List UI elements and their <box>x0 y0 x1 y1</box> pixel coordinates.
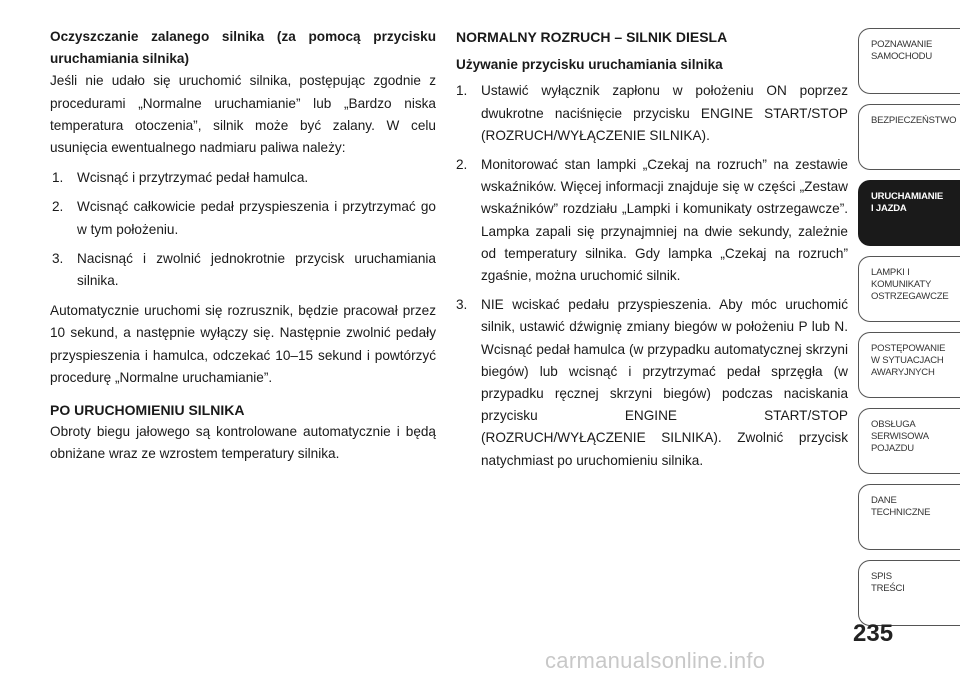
step-text: Monitorować stan lampki „Czekaj na rozruch” na zestawie wskaźników. Więcej informacji znajduje się w części „Zestaw wskaźników” rozdziału „Lampki i komunikaty ostrzegawcze”. Lampka zapali się przynajmniej na dwie sekundy, zależnie od temperatury silnika. Gdy lampka „Czekaj na rozruch” zgaśnie, można uruchomić silnik. <box>481 157 848 284</box>
left-column <box>50 26 436 474</box>
step-text: Wcisnąć całkowicie pedał przyspieszenia i przytrzymać go w tym położeniu. <box>77 199 436 237</box>
list-item <box>50 167 436 189</box>
starter-paragraph: Automatycznie uruchomi się rozrusznik, będzie pracował przez 10 sekund, a następnie wyłączy się. Następnie zwolnić pedały przyspieszenia i hamulca, odczekać 10–15 sekund i powtórzyć procedurę „Normalne uruchamianie”. <box>50 303 436 385</box>
step-number: 2. <box>456 157 468 173</box>
flooded-engine-heading: Oczyszczanie zalanego silnika (za pomocą przycisku uruchamiania silnika) <box>50 29 436 67</box>
list-item <box>50 196 436 240</box>
step-number: 3. <box>456 297 468 313</box>
tab-postepowanie-awaryjne[interactable]: POSTĘPOWANIE W SYTUACJACH AWARYJNYCH <box>858 332 960 398</box>
step-text: NIE wciskać pedału przyspieszenia. Aby móc uruchomić silnik, ustawić dźwignię zmiany biegów w położeniu P lub N. Wcisnąć pedał hamulca (w przypadku automatycznej skrzyni biegów) lub wcisnąć i przytrzymać pedał sprzęgła (w przypadku ręcznej skrzyni biegów) podczas naciskania przycisku ENGINE START/STOP (ROZRUCH/WYŁĄCZENIE SILNIKA). Zwolnić przycisk natychmiast po uruchomieniu silnika. <box>481 297 848 468</box>
tab-obsluga-serwisowa[interactable]: OBSŁUGA SERWISOWA POJAZDU <box>858 408 960 474</box>
diesel-start-steps <box>456 80 848 471</box>
list-item <box>456 294 848 472</box>
tab-spis-tresci[interactable]: SPIS TREŚCI <box>858 560 960 626</box>
step-number: 1. <box>52 170 64 186</box>
step-text: Wcisnąć i przytrzymać pedał hamulca. <box>77 170 309 186</box>
step-text: Nacisnąć i zwolnić jednokrotnie przycisk uruchamiania silnika. <box>77 250 436 289</box>
tab-uruchamianie-i-jazda[interactable]: URUCHAMIANIE I JAZDA <box>858 180 960 246</box>
tab-poznawanie-samochodu[interactable]: POZNAWANIE SAMOCHODU <box>858 28 960 94</box>
step-number: 3. <box>52 250 64 266</box>
page-number: 235 <box>853 620 894 647</box>
idle-paragraph: Obroty biegu jałowego są kontrolowane automatycznie i będą obniżane wraz ze wzrostem temperatury silnika. <box>50 424 436 462</box>
step-number: 2. <box>52 199 64 215</box>
list-item <box>456 80 848 147</box>
list-item <box>50 248 436 292</box>
watermark: carmanualsonline.info <box>545 648 766 673</box>
flooded-engine-steps <box>50 167 436 292</box>
start-button-subheading: Używanie przycisku uruchamiania silnika <box>456 57 723 73</box>
step-number: 1. <box>456 83 468 99</box>
flooded-engine-intro: Jeśli nie udało się uruchomić silnika, postępując zgodnie z procedurami „Normalne uruchamianie” lub „Bardzo niska temperatura otoczenia”, silnik może być zalany. W celu usunięcia ewentualnego nadmiaru paliwa należy: <box>50 73 436 156</box>
after-start-heading: PO URUCHOMIENIU SILNIKA <box>50 402 245 419</box>
step-text: Ustawić wyłącznik zapłonu w położeniu ON poprzez dwukrotne naciśnięcie przycisku ENGINE START/STOP (ROZRUCH/WYŁĄCZENIE SILNIKA). <box>481 83 848 143</box>
tab-dane-techniczne[interactable]: DANE TECHNICZNE <box>858 484 960 550</box>
list-item <box>456 154 848 287</box>
tab-lampki-i-komunikaty[interactable]: LAMPKI I KOMUNIKATY OSTRZEGAWCZE <box>858 256 960 322</box>
right-column <box>456 26 848 480</box>
diesel-start-heading: NORMALNY ROZRUCH – SILNIK DIESLA <box>456 29 728 45</box>
tab-bezpieczenstwo[interactable]: BEZPIECZEŃSTWO <box>858 104 960 170</box>
